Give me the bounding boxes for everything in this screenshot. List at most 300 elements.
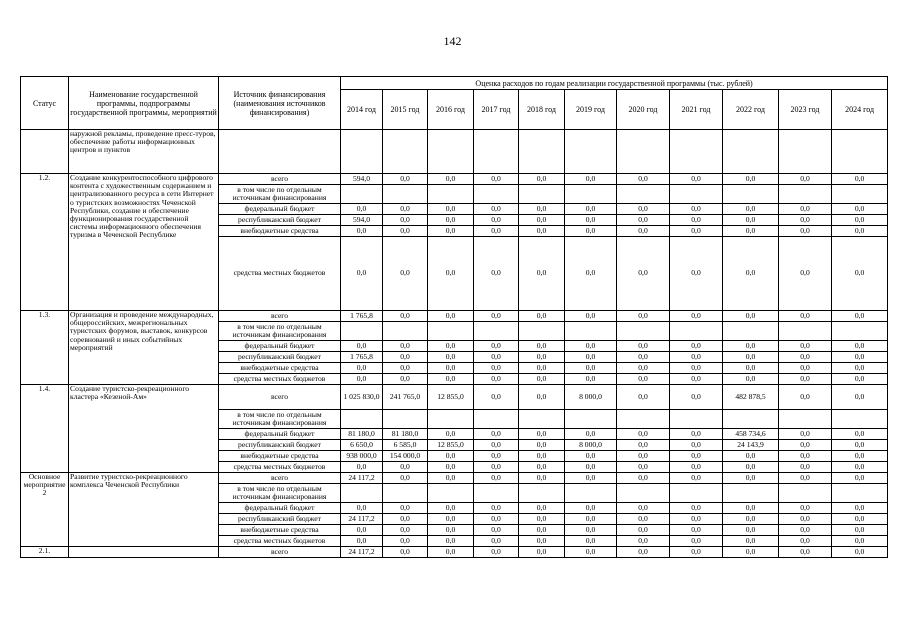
value-cell: 0,0 [341,237,383,311]
value-cell: 0,0 [474,352,519,363]
value-cell: 0,0 [428,363,474,374]
value-cell: 0,0 [723,363,779,374]
continuation-status [21,130,69,174]
value-cell: 0,0 [723,174,779,185]
value-cell: 0,0 [832,462,888,473]
value-cell: 0,0 [617,363,670,374]
table-row [21,385,888,410]
funding-source: всего [219,174,341,185]
value-cell: 0,0 [565,311,617,322]
value-cell [474,410,519,429]
value-cell: 6 650,0 [341,440,383,451]
value-cell: 0,0 [779,374,832,385]
value-cell: 1 025 830,0 [341,385,383,410]
value-cell: 0,0 [617,525,670,536]
value-cell: 0,0 [779,536,832,547]
value-cell: 0,0 [832,363,888,374]
value-cell: 0,0 [670,547,723,558]
value-cell [428,410,474,429]
value-cell: 0,0 [428,374,474,385]
value-cell: 0,0 [779,440,832,451]
value-cell: 0,0 [670,385,723,410]
funding-source: всего [219,385,341,410]
value-cell: 154 000,0 [383,451,428,462]
value-cell: 0,0 [341,525,383,536]
funding-source: федеральный бюджет [219,503,341,514]
value-cell [474,484,519,503]
value-cell: 0,0 [341,363,383,374]
header-year: 2014 год [341,90,383,130]
value-cell: 0,0 [565,503,617,514]
value-cell: 0,0 [474,311,519,322]
value-cell: 0,0 [670,341,723,352]
value-cell [474,185,519,204]
value-cell [670,410,723,429]
value-cell: 0,0 [565,374,617,385]
value-cell: 0,0 [474,204,519,215]
funding-source: федеральный бюджет [219,341,341,352]
value-cell [832,185,888,204]
value-cell: 8 000,0 [565,440,617,451]
value-cell: 0,0 [474,525,519,536]
value-cell [519,484,565,503]
table-row [21,473,888,484]
value-cell: 0,0 [383,215,428,226]
value-cell: 0,0 [341,536,383,547]
value-cell [519,322,565,341]
value-cell: 0,0 [617,374,670,385]
value-cell: 0,0 [723,514,779,525]
value-cell: 0,0 [723,547,779,558]
section-name: Создание конкурентоспособного цифрового контента с художественным содержанием и централизованного ресурса в сети Интернет о туристских возможностях Чеченской Республики, создание и обеспечение функционирования государственной системы информационного обеспечения туризма в Чеченской Республике [69,174,219,311]
empty-cell [341,130,383,174]
value-cell: 0,0 [519,503,565,514]
value-cell: 0,0 [832,215,888,226]
header-year: 2016 год [428,90,474,130]
value-cell [341,410,383,429]
value-cell: 0,0 [723,374,779,385]
value-cell: 0,0 [779,341,832,352]
value-cell: 0,0 [779,462,832,473]
value-cell: 0,0 [617,451,670,462]
value-cell: 0,0 [723,311,779,322]
value-cell [341,185,383,204]
value-cell [779,484,832,503]
value-cell: 458 734,6 [723,429,779,440]
value-cell: 0,0 [428,311,474,322]
value-cell: 0,0 [428,429,474,440]
value-cell: 0,0 [519,547,565,558]
section-status: 1.2. [21,174,69,311]
value-cell: 6 585,0 [383,440,428,451]
value-cell: 0,0 [519,525,565,536]
value-cell: 0,0 [617,473,670,484]
funding-source: всего [219,473,341,484]
value-cell: 0,0 [428,226,474,237]
value-cell: 0,0 [565,237,617,311]
value-cell: 0,0 [832,385,888,410]
value-cell: 0,0 [519,204,565,215]
value-cell: 0,0 [383,514,428,525]
value-cell: 0,0 [383,536,428,547]
funding-source: в том числе по отдельным источникам финансирования [219,484,341,503]
value-cell [670,484,723,503]
value-cell [383,484,428,503]
funding-source: республиканский бюджет [219,440,341,451]
value-cell: 0,0 [832,440,888,451]
section-status: Основное мероприятие 2 [21,473,69,547]
value-cell: 0,0 [617,429,670,440]
page-number: 142 [443,34,462,48]
value-cell: 0,0 [428,237,474,311]
value-cell: 0,0 [617,462,670,473]
value-cell: 0,0 [383,525,428,536]
value-cell: 0,0 [428,514,474,525]
header-year: 2024 год [832,90,888,130]
value-cell: 0,0 [832,473,888,484]
funding-source: в том числе по отдельным источникам финансирования [219,410,341,429]
value-cell: 0,0 [723,462,779,473]
value-cell: 0,0 [617,237,670,311]
continuation-row [21,130,888,174]
empty-cell [779,130,832,174]
value-cell: 0,0 [670,429,723,440]
table-row [21,311,888,322]
value-cell: 0,0 [832,514,888,525]
value-cell: 0,0 [474,385,519,410]
value-cell: 1 765,8 [341,311,383,322]
value-cell: 0,0 [670,525,723,536]
value-cell: 0,0 [617,226,670,237]
value-cell: 0,0 [428,174,474,185]
value-cell [832,410,888,429]
value-cell: 0,0 [832,536,888,547]
value-cell: 0,0 [670,237,723,311]
value-cell: 0,0 [779,547,832,558]
value-cell: 0,0 [428,473,474,484]
value-cell: 0,0 [474,226,519,237]
value-cell: 0,0 [565,462,617,473]
value-cell: 0,0 [670,536,723,547]
section-name: Развитие туристско-рекреационного комплекса Чеченской Республики [69,473,219,547]
value-cell: 0,0 [670,215,723,226]
value-cell: 0,0 [519,374,565,385]
value-cell: 0,0 [383,341,428,352]
value-cell: 0,0 [474,462,519,473]
funding-source: в том числе по отдельным источникам финансирования [219,185,341,204]
funding-source: средства местных бюджетов [219,462,341,473]
value-cell: 0,0 [383,363,428,374]
value-cell: 0,0 [670,451,723,462]
value-cell [341,484,383,503]
value-cell: 0,0 [474,473,519,484]
value-cell [617,322,670,341]
value-cell: 0,0 [428,536,474,547]
value-cell: 0,0 [383,473,428,484]
value-cell: 0,0 [519,237,565,311]
value-cell [519,410,565,429]
value-cell [723,484,779,503]
value-cell: 0,0 [832,429,888,440]
value-cell: 0,0 [474,536,519,547]
header-status: Статус [21,77,69,130]
value-cell: 0,0 [428,352,474,363]
value-cell: 0,0 [779,215,832,226]
value-cell: 0,0 [519,536,565,547]
value-cell: 0,0 [617,174,670,185]
value-cell: 0,0 [779,363,832,374]
value-cell: 0,0 [723,536,779,547]
value-cell: 0,0 [565,514,617,525]
value-cell: 0,0 [565,525,617,536]
value-cell [383,185,428,204]
value-cell: 0,0 [832,451,888,462]
header-year: 2023 год [779,90,832,130]
value-cell: 0,0 [670,363,723,374]
value-cell: 0,0 [617,440,670,451]
value-cell [519,185,565,204]
value-cell [617,484,670,503]
funding-source: средства местных бюджетов [219,536,341,547]
value-cell [723,185,779,204]
funding-source: республиканский бюджет [219,215,341,226]
value-cell: 0,0 [723,503,779,514]
value-cell: 0,0 [670,473,723,484]
value-cell: 0,0 [779,525,832,536]
value-cell: 0,0 [428,451,474,462]
value-cell: 0,0 [428,547,474,558]
value-cell: 0,0 [832,226,888,237]
value-cell: 0,0 [617,311,670,322]
value-cell: 0,0 [617,385,670,410]
value-cell: 0,0 [474,503,519,514]
value-cell: 594,0 [341,215,383,226]
value-cell: 12 855,0 [428,385,474,410]
continuation-name: наружной рекламы, проведение пресс-туров, обеспечение работы информационных центров и пунктов [69,130,219,174]
value-cell: 0,0 [565,536,617,547]
value-cell [565,322,617,341]
value-cell: 0,0 [519,451,565,462]
funding-source: республиканский бюджет [219,514,341,525]
value-cell: 594,0 [341,174,383,185]
value-cell: 0,0 [670,503,723,514]
funding-source: внебюджетные средства [219,451,341,462]
value-cell: 0,0 [617,514,670,525]
value-cell: 0,0 [670,462,723,473]
value-cell: 0,0 [670,374,723,385]
funding-source: внебюджетные средства [219,226,341,237]
value-cell: 0,0 [474,451,519,462]
value-cell: 0,0 [341,226,383,237]
empty-cell [219,130,341,174]
value-cell [670,322,723,341]
value-cell: 0,0 [779,451,832,462]
value-cell: 0,0 [779,174,832,185]
empty-cell [832,130,888,174]
value-cell [565,484,617,503]
value-cell: 0,0 [519,341,565,352]
value-cell: 0,0 [670,226,723,237]
value-cell: 0,0 [670,311,723,322]
value-cell: 0,0 [383,311,428,322]
empty-cell [723,130,779,174]
value-cell: 0,0 [779,226,832,237]
value-cell: 0,0 [519,226,565,237]
value-cell: 0,0 [670,514,723,525]
value-cell: 0,0 [832,503,888,514]
value-cell: 0,0 [617,341,670,352]
value-cell: 0,0 [832,174,888,185]
value-cell: 0,0 [832,525,888,536]
value-cell [428,185,474,204]
value-cell: 0,0 [474,514,519,525]
section-name [69,547,219,558]
value-cell: 0,0 [670,440,723,451]
funding-source: всего [219,547,341,558]
value-cell: 0,0 [779,311,832,322]
value-cell: 0,0 [428,341,474,352]
value-cell: 0,0 [617,503,670,514]
value-cell: 0,0 [723,226,779,237]
value-cell [617,185,670,204]
value-cell: 0,0 [723,215,779,226]
value-cell: 0,0 [779,204,832,215]
value-cell: 0,0 [474,374,519,385]
value-cell: 0,0 [670,204,723,215]
value-cell: 0,0 [565,226,617,237]
section-status: 1.3. [21,311,69,385]
value-cell: 0,0 [617,352,670,363]
value-cell [617,410,670,429]
value-cell [428,322,474,341]
value-cell: 0,0 [428,525,474,536]
value-cell: 0,0 [779,429,832,440]
value-cell: 24 117,2 [341,473,383,484]
value-cell: 24 117,2 [341,547,383,558]
value-cell: 0,0 [519,352,565,363]
section-name: Создание туристско-рекреационного кластера «Кезеной-Ам» [69,385,219,473]
funding-source: в том числе по отдельным источникам финансирования [219,322,341,341]
value-cell: 482 878,5 [723,385,779,410]
empty-cell [565,130,617,174]
value-cell: 0,0 [565,352,617,363]
funding-source: всего [219,311,341,322]
value-cell: 0,0 [474,363,519,374]
header-year: 2018 год [519,90,565,130]
value-cell: 0,0 [723,525,779,536]
value-cell: 938 000,0 [341,451,383,462]
value-cell: 0,0 [617,547,670,558]
empty-cell [428,130,474,174]
empty-cell [617,130,670,174]
value-cell: 0,0 [565,341,617,352]
value-cell: 0,0 [383,174,428,185]
value-cell: 0,0 [832,374,888,385]
value-cell: 24 143,9 [723,440,779,451]
value-cell: 0,0 [474,429,519,440]
header-year: 2021 год [670,90,723,130]
value-cell [428,484,474,503]
header-estimate: Оценка расходов по годам реализации государственной программы (тыс. рублей) [341,77,888,90]
value-cell: 0,0 [832,547,888,558]
value-cell: 0,0 [383,462,428,473]
value-cell: 0,0 [428,503,474,514]
value-cell [383,322,428,341]
value-cell: 0,0 [832,204,888,215]
value-cell [779,410,832,429]
value-cell: 0,0 [428,215,474,226]
header-year: 2020 год [617,90,670,130]
funding-source: внебюджетные средства [219,363,341,374]
value-cell: 0,0 [519,440,565,451]
table-header [21,77,888,130]
funding-source: внебюджетные средства [219,525,341,536]
value-cell: 0,0 [723,237,779,311]
funding-source: федеральный бюджет [219,429,341,440]
value-cell: 0,0 [723,341,779,352]
value-cell: 0,0 [832,352,888,363]
value-cell [670,185,723,204]
value-cell [565,410,617,429]
header-year: 2019 год [565,90,617,130]
value-cell: 8 000,0 [565,385,617,410]
budget-table [20,76,888,558]
value-cell [474,322,519,341]
value-cell: 0,0 [565,363,617,374]
value-cell: 0,0 [519,462,565,473]
value-cell: 0,0 [383,204,428,215]
value-cell [383,410,428,429]
value-cell: 0,0 [565,451,617,462]
value-cell: 0,0 [383,237,428,311]
value-cell: 0,0 [383,547,428,558]
value-cell: 0,0 [617,215,670,226]
value-cell: 0,0 [383,374,428,385]
value-cell: 0,0 [565,429,617,440]
table-row [21,547,888,558]
value-cell: 0,0 [565,215,617,226]
value-cell: 0,0 [670,352,723,363]
value-cell: 0,0 [670,174,723,185]
value-cell: 81 180,0 [383,429,428,440]
section-status: 1.4. [21,385,69,473]
header-source: Источник финансирования (наименования источников финансирования) [219,77,341,130]
header-name: Наименование государственной программы, подпрограммы государственной программы, мероприятий [69,77,219,130]
funding-source: средства местных бюджетов [219,237,341,311]
value-cell: 0,0 [341,503,383,514]
value-cell: 0,0 [383,226,428,237]
value-cell: 0,0 [779,473,832,484]
value-cell: 0,0 [519,311,565,322]
value-cell: 0,0 [519,514,565,525]
value-cell: 0,0 [617,204,670,215]
value-cell: 0,0 [474,341,519,352]
value-cell: 0,0 [565,547,617,558]
header-year: 2017 год [474,90,519,130]
value-cell: 0,0 [341,462,383,473]
value-cell: 0,0 [341,204,383,215]
funding-source: средства местных бюджетов [219,374,341,385]
empty-cell [474,130,519,174]
section-status: 2.1. [21,547,69,558]
value-cell: 0,0 [779,237,832,311]
value-cell: 0,0 [519,174,565,185]
value-cell: 0,0 [474,237,519,311]
value-cell: 0,0 [723,473,779,484]
funding-source: республиканский бюджет [219,352,341,363]
table-row [21,174,888,185]
value-cell: 0,0 [519,473,565,484]
